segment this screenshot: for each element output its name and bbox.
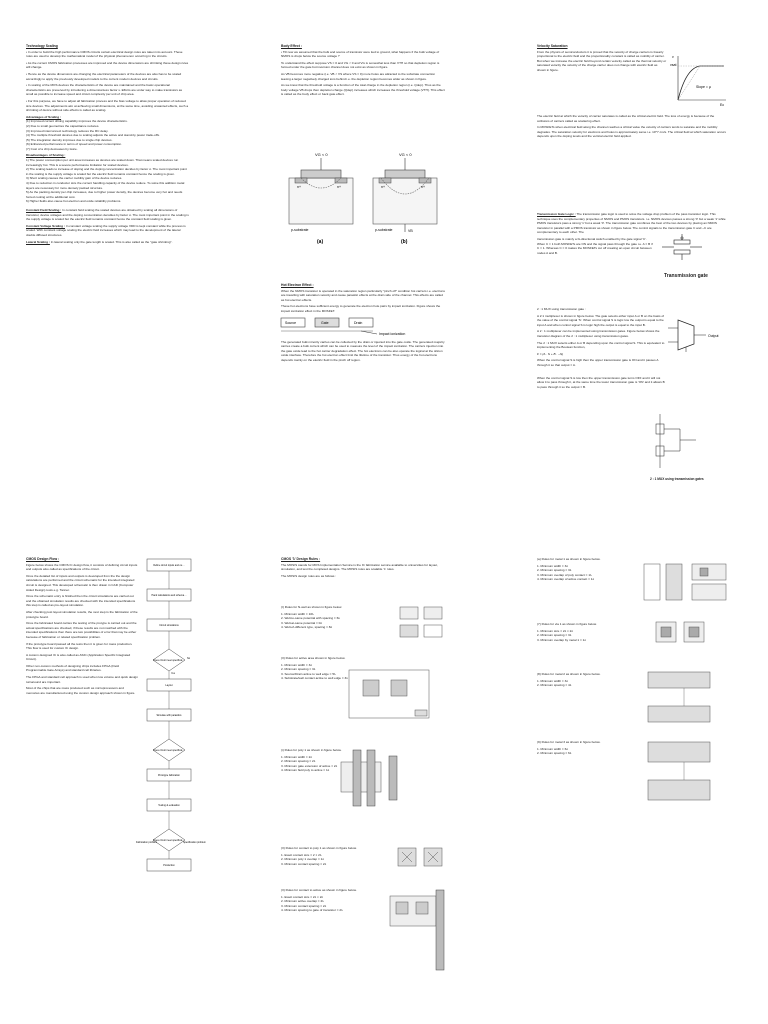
rule-list [537,564,637,582]
paragraph-list [26,563,138,696]
lateral-scaling-text: In lateral scaling only the gate length is scaled. This is also called as the "gate shrinking". [50,239,173,244]
paragraph: The transmission gate logic is used to solve the voltage drop problem of the pass transistor logic. This technique uses the complementary properties of NMOS and PMOS transistors. i.e. NMOS devices passes a strong '0' but a weak '1' while PMOS transistors pass a strong '1' but a weak '0'. The transmission gate combines the best of the two devices by placing an NMOS transistor in parallel with a PMOS transistor as shown in figure below. The control signals to the transmission gate C and ~C are complementary to each other. The [537,212,726,235]
flow-step [147,619,191,631]
list-item: 4. Minimum overlap of active contact = 1λ [537,577,595,582]
paragraph: When the NMOS transistor is operated in the saturation region particularly "pinch off" condition hot carriers i.e. electrons are travelling with saturation velocity and cause parasitic effects at the drain side of the channel. This effects are called as hot electron effects. [281,288,445,302]
source-label: Source [285,320,297,325]
paragraph: transmission gate is mainly a bi-directional switch enabled by the gate signal 'C'. When C = 1 both MOSFETs are ON and the signal pass through the gate i.e. A = B if C = 1. Whereas C = 0 makes the MOSFETs cut off creating an open circuit between nodes A and B. [537,237,653,255]
flow-node-label: Hand calculations and schema… [151,594,187,597]
flow-step [147,679,191,691]
rule-title: (II) Rules for active area shown in figure below. [281,656,346,660]
paragraph: A 2:1 multiplexer is shown in figure below. The gate selects either input A or B on the basis of the value of the control signal 'S'. When control signal S is logic low the output is equal to the input A and when control signal S is logic high the output is equal to the input B. [537,313,665,327]
mux-caption: 2 : 1 MUX using transmission gates [650,477,704,481]
list-item: 2) The scaling leads to increase of doping and the doping concentration decides by factor α. The most important point in the scaling is the supply voltage is scaled but the electric field remains constant hence the scaling is given. [26,167,187,176]
list-item: 1. Minimum size = 2λ × 2λ [537,628,573,633]
list-item: 2. Minimum poly 1 overlap = 1λ [281,857,324,862]
list-item: 4. Minimum field poly to active = 1λ [281,768,330,773]
flow-node-label: Define circuit inputs and ou… [153,564,185,567]
paragraph: Most of the chips that are mass produced such as microprocessors and memories are manufactured using the custom design approach shown in figure. [26,686,136,695]
flow-node-label: Layout [165,684,173,687]
lambda-rules-section [281,557,441,580]
list-item: 3. Minimum contact spacing = 2λ [281,861,327,866]
section-heading: Body Effect : [281,44,302,48]
list-item: (4) The multiple threshold devices due to scaling adjusts the active and stand-by power trade-offs. [26,133,160,138]
vg-label-b: VG < 0 [399,152,412,157]
velocity-saturation-section [537,44,667,75]
drain-label-a: n+ [337,185,341,189]
advantages-heading: Advantages of Scaling : [26,114,62,119]
rule-title: (8) Rules for metal 2 as shown in figure below. [537,672,601,676]
constant-voltage-label: Constant Voltage Scaling : [26,223,65,228]
via1-figure [652,618,712,646]
rule-title: (II) Rules for contact to active as shown in figure below. [281,888,357,892]
poly-rules-figure [337,742,411,816]
flow-step [147,559,191,571]
paragraph: To understand the effect suppose VS = 0 and VG < 0 and VG is somewhat less than VTH so that depletion region is formed under the gate but inversion channel does not exist as shown in figure. [281,60,440,70]
body-effect-figure [281,148,445,248]
list-item: 2. Minimum spacing = 3λ [537,568,572,573]
list-item: (2) Due to small geometries the capacitance reduces. [26,123,100,128]
list-item: 3. Minimum overlap by metal 1 = 1λ [537,637,586,642]
metal1-rules [537,557,637,584]
advantages-list [26,119,190,151]
substrate-label-b: p-substrate [375,228,393,232]
vg-label-a: VG < 0 [315,152,328,157]
hot-electron-figure [281,316,431,338]
list-item: 1) The power consumption per unit area increases as devices are scaled down. That means scaled devices run increasingly hot. This is a severe performance limitation for scaled devices. [26,158,179,167]
flow-no-label: No [187,657,191,660]
list-item: 1. Minimum width = 6λ [537,746,568,751]
list-item: 1. Minimum width = 10λ [281,611,314,616]
technology-scaling-section [26,44,190,246]
metal3-rules [537,740,637,758]
x-axis-label: Ec [720,103,725,107]
via1-rules [537,622,637,644]
list-item: 2. Minimum spacing = 4λ [537,683,572,688]
y-axis-label: v [672,55,674,59]
flow-node-label: Does circuit meet specificat… [153,749,185,752]
impact-ionization-label: Impact ionization [379,331,406,336]
vb-label-b: VB [408,229,413,233]
section-heading: Transmission Gate Logic : [537,212,576,216]
drain-label-b: n+ [421,185,425,189]
paragraph: Other non-custom methods of designing chips includes FPGA (Field Programmable Gate Arrays) and standard cell libraries. [26,663,120,673]
list-item: 3. Source/Drain active to well edge = 5λ [281,671,336,676]
paragraph: As we know that the threshold voltage is a function of the total charge in the depletion region (i.e. Qdep). Thus as the body voltage VB drops then depletion charge (Qdep) increases which increases the threshold voltage (VTH). This effect is called as the body effect or back gate effect. [281,83,445,97]
list-item: 3. Minimum gate extension of active = 2λ [281,763,338,768]
list-item: 2. Well-to-same potential with spacing = 6λ [281,616,340,621]
list-item: 3) Short scaling causes the carrier mobility gain of the device reduces. [26,176,123,181]
source-label-b: n+ [381,185,385,189]
substrate-label-a: p-substrate [291,228,309,232]
paragraph: When the control signal S is low then the upper transmission gate turns OFF and it will not allow it to pass through it, at the same time the lower transmission gate is 'ON' and it allows B to pass through it so the output = B. [537,375,665,389]
equation: F = (A . S + B . ~S) [537,351,564,356]
rule-list [537,629,637,643]
mux-transmission-gate-figure [650,410,702,472]
paragraph: These hot electrons have sufficient energy to generate the electron hole pairs by impact ionization. Figure shows the impact ionization effect in the MOSFET. [281,304,441,313]
lateral-scaling-label: Lateral Scaling : [26,239,50,244]
paragraph: The 2 : 1 MUX selects either A or B depending upon the control signal S. This is equivalent to implementing the Boolean function, [537,340,665,350]
mux-symbol-figure [668,318,728,352]
flow-step [147,589,191,601]
list-item: 4) Due to reduction in conductor size the current handling capacity of the device reduce. To solve this addition metal layers are necessary for more densely packed structure. [26,181,185,190]
paragraph: The FPGA and standard cell approach is used when low volume and quick design turnaround are important. [26,675,138,684]
paragraph: The MOSIS design rules are as follows : [281,573,337,578]
body-effect-section [281,44,445,99]
list-item: 4. Substrate/well contact active to well edge = 3λ [281,676,348,681]
list-item: 2. Minimum spacing = 6λ [537,751,572,756]
flow-node-label: Testing & evaluation [158,804,180,807]
metal2-rules [537,672,637,690]
contact-active-figure [386,886,456,972]
paragraph: A 2 : 1 multiplexer can be implemented using transmission gates. Figure below shows the transistor diagram of the 2 : 1 multiplexer using transmission gates. [537,329,660,338]
paragraph: The electric field at which the velocity of carrier saturates is called as the critical electric field. The loss of energy is because of the collisions of carriers called as scattering effect. [537,114,715,123]
vsat-label: vsat [670,63,677,67]
flow-spec-problem-label: Specification problem [183,841,206,844]
active-rules-figure [345,666,445,726]
paragraph: In MOSFETs when electrical field along the channel reaches a critical value the velocity of carriers tends to saturate and the mobility degrades. The saturation velocity for electrons and holes is approximately same i.e. 10^7 cm/s. The critical field at which saturation occurs depends upon the doping levels and the vertical electric field applied. [537,125,726,139]
rule-title: (7) Rules for via 1 as shown in figure below. [537,622,597,626]
body-effect-device-a [289,152,353,245]
list-item: 4. Well-of-different type, spacing = 8λ [281,625,333,630]
list-item: (5) The integration density improves due to single chip devices. [26,137,113,142]
paragraph: • In scaling of the MOS devices the characteristics of the device are maintained and the basic operational characteristics are preserved by introducing a dimensionless factor s. Efforts are under way to make transistors as small as possible to increase speed and circuit complexity per unit of chip area. [26,83,183,97]
list-item: 2. Minimum active overlap = 2λ [281,899,324,904]
paragraph: 2 : 1 MUX using transmission gate : [537,307,586,311]
paragraph: • As the current CMOS fabrication processes are improved and the device dimensions are shrinking these design rules will change. [26,60,189,70]
list-item: 6) Higher fields also cause hot electron and oxide reliability problems. [26,199,122,204]
transmission-gate-caption: Transmission gate [664,273,708,279]
rule-title: (I) Rules for N-well as shown in figure below. [281,605,343,609]
list-item: 2. Minimum spacing = 3λ [281,667,316,672]
drain-label: Drain [354,320,363,325]
figure-label-b: (b) [401,239,408,245]
paragraph: As VB becomes more negative (i.e. VB < VS where VS = 0) more holes are attracted to the substrate connection leaving a larger negatively charged ions behind i.e. the depletion region becomes wider as shown in figure. [281,71,436,81]
rule-title: (a) Rules for metal 1 as shown in figure below. [537,557,601,561]
transmission-gate-figure [662,232,702,262]
list-item: 5) As the packing density per chip increases, due to higher power density, the devices become very hot and needs forced cooling at the additional cost. [26,190,183,199]
list-item: 3. Minimum contact spacing = 2λ [281,903,327,908]
list-item: (7) Cost of a chip decreases by twice. [26,146,78,151]
mux-output-label: Output [708,334,719,338]
cmos-design-flow-section [26,557,138,697]
list-item: 1. Minimum width = 3λ [537,678,568,683]
rule-list [281,612,381,630]
metal2-figure [644,668,714,728]
source-label-a: n+ [297,185,301,189]
paragraph: Figure below shows the CMOS IC design flow, it consists of defining circuit inputs and outputs also called as specifications of the circuit. [26,562,138,572]
list-item: 4. Minimum spacing to gate of transistor = 2λ [281,908,343,913]
constant-field-label: Constant Field Scaling : [26,208,62,212]
metal1-figure [640,560,730,604]
flow-node-label: Circuit simulations [159,624,179,627]
paragraph-list [281,50,445,97]
hot-electron-section [281,283,445,365]
gate-label: Gate [321,320,329,325]
flow-node-label: Prototype fabrication [158,774,180,777]
paragraph: • In order to build the high performance CMOS circuits certain electrical design rules are taken into account. These rules are used to develop the mathematical model of the physical phenomenon occurring in the circuits. [26,49,183,59]
flow-step [147,799,191,811]
section-heading: CMOS Design Flow : [26,557,60,561]
list-item: 1. Minimum width = 2λ [281,754,312,759]
figure-label-a: (a) [317,239,324,245]
paragraph: • For this purpose, we have to adjust all fabrication process and the bias voltage to allow proper operation of reduced size devices. The adjustments aim at achieving small dimensions, at the same time, avoiding unwanted effects, such a shrinking of device without side effects is called as scaling. [26,98,189,113]
paragraph-list [26,50,190,113]
constant-field-text: In constant field scaling the scaled devices are obtained by scaling all dimensions of transistor, device voltages and the doping concentration densities by factor α. The most important point in the scaling is the supply voltage is scaled but the electric field remains constant hence the constant field scaling is given. [26,208,189,222]
list-item: 1. Minimum width = 3λ [537,563,568,568]
list-item: 2. Minimum spacing = 3λ [537,633,572,638]
flow-step [147,709,191,721]
velocity-saturation-detail [537,114,727,141]
constant-voltage-text: In constant voltage scaling the supply voltage VDD is kept constant while the process is scaled. With constant voltage scaling the electric field increases which may lead to the development of the lateral double diffused structures. [26,223,186,237]
paragraph: Once the detailed list of inputs and outputs is developed from the the design calculations are performed and the circuit schematic for the intended integrated circuit is designed. This developed schematic is then drawn in CAD (Computer Aided Design) tools e.g. Tanner. [26,573,135,592]
paragraph: The MOSIS stands for MOS Implementation Service is the IC fabrication service available to universities for layout, simulation, and test the completed designs. The MOSIS rules are scalable 'λ' rules. [281,562,438,572]
section-heading: Hot Electron Effect : [281,283,314,287]
section-heading: Technology Scaling [26,44,58,48]
paragraph: The generated bulk minority carries can be collected by the drain or injected into the gate oxide. The generated majority carries create a bulk current which can be used to measure the level of the impact ionization. The carriers injection into the gate oxide lead to the hot carrier degradation effect. The hot electrons can be also operate the logical at the silicon oxide interface. Therefore the hot electron effect limit the lifetime of the transistor. Thus energy of the hot electrons depends mainly on the electric field in the pinch off region. [281,339,445,362]
design-flow-chart [136,555,206,895]
contact-poly-rules [281,846,381,868]
contact-poly-figure [394,840,454,878]
flow-node-label: Does circuit meet specificat… [153,839,185,842]
flow-step [147,859,191,871]
list-item: (1) Improved current driving capability improves the device characteristics. [26,119,128,124]
flow-decision [153,739,185,761]
flow-step [147,769,191,781]
body-effect-device-b [373,152,437,245]
section-heading: Velocity Saturation [537,44,568,48]
flow-yes-label: Yes [171,672,175,675]
paragraph: A custom designed IC is also called as ASIC (Application Specific Integrated Circuit). [26,652,131,662]
paragraph: After checking post layout simulation results, the next step is the fabrication of the prototype board. [26,609,138,619]
list-item: (6) Enhanced performance in terms of speed and power consumption. [26,142,122,147]
contact-active-rules [281,888,381,915]
metal3-figure [644,738,714,804]
flow-node-label: Does circuit meet specificat… [153,659,185,662]
velocity-graph [670,52,728,106]
flow-decision [153,649,185,671]
flow-fab-problem-label: Fabrication problem [136,841,158,844]
paragraph: From the physics of semiconductors it is proved that the velocity of charge carriers is linearly proportional to the electric field and the proportionality constant is called as mobility of carrier. But when we increase the electric field beyond certain velocity called as the thermal velocity or saturated velocity the velocity of the charge carrier does not change with electric field as shown in figure. [537,49,667,72]
list-item: 2. Minimum spacing = 2λ [281,759,316,764]
flow-node-label: Simulate with parasitics [156,714,182,717]
rule-list [537,679,637,688]
rule-list [281,895,381,913]
list-item: 1. Minimum width = 3λ [281,662,312,667]
list-item: 3. Minimum overlap of poly contact = 1λ [537,572,592,577]
rule-title: (i) Rules for poly 1 as shown in figure below. [281,748,342,752]
flow-decision [153,829,185,851]
paragraph: • Till now we assumed that the bulk and source of transistor were tied to ground, what happens if the bulk voltage of NMOS is drops below the source voltage ? [281,49,440,59]
section-heading: CMOS 'λ' Design Rules : [281,557,321,561]
list-item: 1. Exact contact size = 2λ × 2λ [281,894,323,899]
paragraph: • Hence as the device dimensions are changing the electrical parameters of the devices are also has to be scaled accordingly to apply the previously developed models to the current modern devices and circuits. [26,71,182,81]
nwell-rules [281,605,381,632]
flow-node-label: Production [163,864,175,867]
rule-title: (II) Rules for contact to poly 1 as shown in figure below. [281,846,357,850]
list-item: 1. Exact contact size = 2 × 2λ [281,852,322,857]
nwell-rules-figure [396,605,446,639]
rule-list [537,747,637,756]
paragraph: When the control signal S is high then the upper transmission gate is ON and it passes A through it so that output = A. [537,358,659,367]
paragraph: Once the fabricated board carries the testing of the protype is carried out and the actual specifications are checked, if these results are not matched with the intended specifications then there are two possibilities of error that may be either because of fabrication or related specification problem. [26,621,137,639]
disadvantages-list [26,158,190,204]
list-item: 3. Well-at-same potential = 0λ [281,620,322,625]
disadvantages-heading: Disadvantages of Scaling : [26,153,66,158]
mux-section [537,307,665,391]
rule-title: (9) Rules for metal 3 as shown in figure below. [537,740,601,744]
transmission-gate-detail [537,237,655,257]
rule-list [281,853,381,867]
slope-label: Slope = μ [696,85,711,89]
paragraph: Once the schematic entry is finished then the circuit simulations are carried out and the obtained simulation results are checked with the intended specifications this step is called as pre-layout simulation. [26,594,136,608]
list-item: (3) Improved interconnect technology reduces the RC delay. [26,128,109,133]
paragraph: If the prototype board passed all the tests then it is given for mass production. This flow is used for custom IC design. [26,641,133,651]
